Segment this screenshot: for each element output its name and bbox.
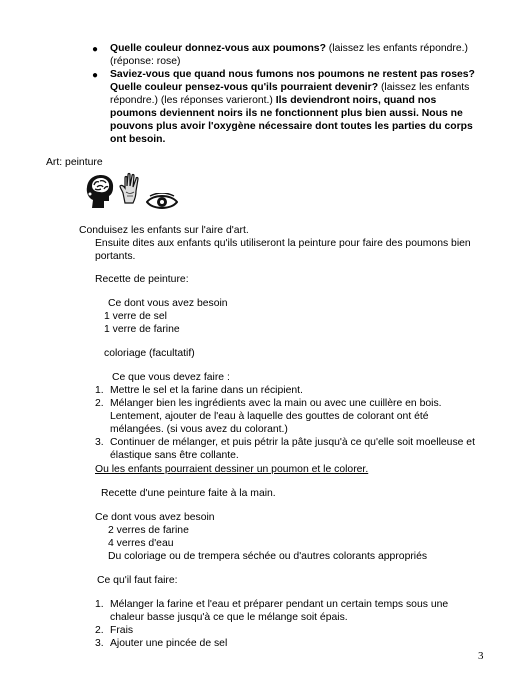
bullet-marker: ● (92, 70, 99, 81)
step-text: Ajouter une pincée de sel (110, 638, 228, 649)
steps-heading: Ce qu'il faut faire: (97, 575, 178, 586)
ingredient: 1 verre de sel (104, 311, 167, 322)
instruction-line: Ensuite dites aux enfants qu'ils utiliseront la peinture pour faire des poumons bien (95, 238, 471, 249)
step-number: 1. (95, 599, 104, 610)
bullet-item-1-answer: (réponse: rose) (110, 56, 181, 67)
step-number: 1. (95, 385, 104, 396)
ingredient: 2 verres de farine (108, 525, 189, 536)
step-number: 3. (95, 638, 104, 649)
ingredient-optional: coloriage (facultatif) (104, 348, 195, 359)
step-number: 2. (95, 625, 104, 636)
step-text: Frais (110, 625, 134, 636)
step-text: élastique sans être collante. (110, 450, 239, 461)
instruction-line: Conduisez les enfants sur l'aire d'art. (79, 225, 249, 236)
recipe-heading: Recette de peinture: (95, 274, 189, 285)
bullet-item-2-line-5: pouvons plus avoir l'oxygène nécessaire dont toutes les parties du corps (110, 121, 473, 132)
step-number: 2. (95, 398, 104, 409)
step-text: Mélanger la farine et l'eau et préparer pendant un certain temps sous une (110, 599, 449, 610)
bullet-item-2-line-6: ont besoin. (110, 134, 166, 145)
bullet-item-2-line-3: répondre.) (les réponses varieront.) Ils deviendront noirs, quand nos (110, 95, 437, 106)
art-heading: Art: peinture (46, 157, 103, 168)
bullet-item-1: Quelle couleur donnez-vous aux poumons? (laissez les enfants répondre.) (110, 43, 468, 54)
ingredient: 1 verre de farine (104, 324, 180, 335)
bullet-marker: ● (92, 44, 99, 55)
bullet-item-2-line-4: poumons deviennent noirs ils ne fonctionnent plus bien aussi. Nous ne (110, 108, 463, 119)
step-text: Continuer de mélanger, et puis pétrir la pâte jusqu'à ce qu'elle soit moelleuse et (110, 437, 475, 448)
alternative-note: Ou les enfants pourraient dessiner un poumon et le colorer. (95, 464, 369, 475)
step-text: Lentement, ajouter de l'eau à laquelle des gouttes de colorant ont été (110, 411, 429, 422)
ingredient: Du coloriage ou de trempera séchée ou d'autres colorants appropriés (108, 551, 428, 562)
step-number: 3. (95, 437, 104, 448)
head-brain-icon (84, 174, 116, 210)
bullet-item-2-line-2: Quelle couleur pensez-vous qu'ils pourraient devenir? (laissez les enfants (110, 82, 470, 93)
ingredient: 4 verres d'eau (108, 538, 174, 549)
needs-heading: Ce dont vous avez besoin (95, 512, 215, 523)
step-text: chaleur basse jusqu'à ce que le mélange soit épais. (110, 612, 348, 623)
needs-heading: Ce dont vous avez besoin (108, 298, 228, 309)
steps-heading: Ce que vous devez faire : (112, 372, 230, 383)
hand-icon (118, 172, 144, 204)
step-text: Mettre le sel et la farine dans un récipient. (110, 385, 303, 396)
instruction-line: portants. (95, 251, 136, 262)
eye-icon (146, 193, 178, 211)
page-number: 3 (478, 650, 484, 662)
step-text: Mélanger bien les ingrédients avec la main ou avec une cuillère en bois. (110, 398, 442, 409)
step-text: mélangées. (si vous avez du colorant.) (110, 424, 288, 435)
recipe-heading: Recette d'une peinture faite à la main. (101, 488, 276, 499)
bullet-item-2-line-1: Saviez-vous que quand nous fumons nos poumons ne restent pas roses? (110, 69, 475, 80)
